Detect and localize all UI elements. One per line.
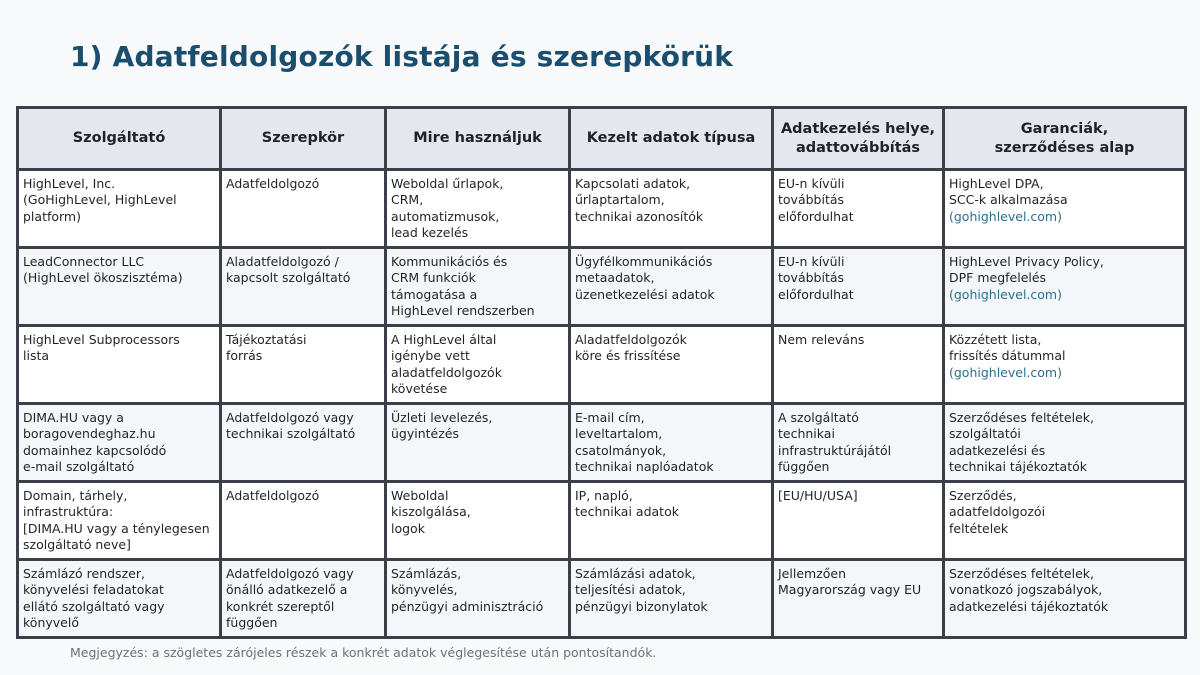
cell-text: Adatfeldolgozó bbox=[226, 176, 320, 191]
cell-data-types bbox=[570, 170, 773, 248]
cell-role bbox=[221, 482, 386, 560]
cell-text: Számlázás, könyvelés, pénzügyi adminisztráció bbox=[391, 566, 544, 614]
cell-data-types bbox=[570, 248, 773, 326]
processors-table bbox=[16, 106, 1187, 639]
cell-role bbox=[221, 404, 386, 482]
cell-text: LeadConnector LLC (HighLevel ökoszisztéma) bbox=[23, 254, 183, 286]
table-header-row bbox=[18, 108, 1186, 170]
cell-text: Weboldal kiszolgálása, logok bbox=[391, 488, 471, 536]
table-row bbox=[18, 404, 1186, 482]
cell-role bbox=[221, 560, 386, 638]
cell-text: EU-n kívüli továbbítás előfordulhat bbox=[778, 254, 854, 302]
cell-purpose bbox=[386, 170, 570, 248]
cell-provider bbox=[18, 404, 221, 482]
cell-text: DIMA.HU vagy a boragovendeghaz.hu domainhez kapcsolódó e-mail szolgáltató bbox=[23, 410, 167, 474]
cell-text: Kapcsolati adatok, űrlaptartalom, technikai azonosítók bbox=[575, 176, 704, 224]
cell-purpose bbox=[386, 482, 570, 560]
cell-text: Domain, tárhely, infrastruktúra: [DIMA.HU vagy a ténylegesen szolgáltató neve] bbox=[23, 488, 210, 552]
cell-text: Nem releváns bbox=[778, 332, 865, 347]
cell-purpose bbox=[386, 248, 570, 326]
source-link[interactable]: (gohighlevel.com) bbox=[949, 208, 1062, 224]
cell-text: HighLevel DPA, SCC-k alkalmazása bbox=[949, 176, 1068, 208]
page-title: 1) Adatfeldolgozók listája és szerepkörük bbox=[70, 40, 734, 73]
cell-text: Adatfeldolgozó vagy technikai szolgáltató bbox=[226, 410, 356, 442]
cell-text: Szerződéses feltételek, szolgáltatói adatkezelési és technikai tájékoztatók bbox=[949, 410, 1094, 474]
cell-guarantees bbox=[944, 248, 1186, 326]
column-header-guarantees: Garanciák, szerződéses alap bbox=[944, 108, 1186, 170]
cell-text: Számlázási adatok, teljesítési adatok, pénzügyi bizonylatok bbox=[575, 566, 708, 614]
cell-text: HighLevel, Inc. (GoHighLevel, HighLevel platform) bbox=[23, 176, 177, 224]
cell-location-transfer bbox=[773, 404, 944, 482]
cell-data-types bbox=[570, 404, 773, 482]
cell-text: Adatfeldolgozó vagy önálló adatkezelő a konkrét szereptől függően bbox=[226, 566, 354, 630]
cell-location-transfer bbox=[773, 326, 944, 404]
cell-location-transfer bbox=[773, 560, 944, 638]
column-header-provider: Szolgáltató bbox=[18, 108, 221, 170]
cell-text: Aladatfeldolgozók köre és frissítése bbox=[575, 332, 687, 364]
cell-provider bbox=[18, 326, 221, 404]
table-row bbox=[18, 170, 1186, 248]
cell-text: Számlázó rendszer, könyvelési feladatokat ellátó szolgáltató vagy könyvelő bbox=[23, 566, 165, 630]
cell-provider bbox=[18, 170, 221, 248]
cell-location-transfer bbox=[773, 248, 944, 326]
cell-guarantees bbox=[944, 482, 1186, 560]
cell-location-transfer bbox=[773, 482, 944, 560]
cell-guarantees bbox=[944, 326, 1186, 404]
cell-text: A szolgáltató technikai infrastruktúrájától függően bbox=[778, 410, 892, 474]
cell-text: Weboldal űrlapok, CRM, automatizmusok, lead kezelés bbox=[391, 176, 504, 240]
column-header-location-transfer: Adatkezelés helye, adattovábbítás bbox=[773, 108, 944, 170]
cell-text: Aladatfeldolgozó / kapcsolt szolgáltató bbox=[226, 254, 351, 286]
cell-text: Jellemzően Magyarország vagy EU bbox=[778, 566, 922, 598]
column-header-purpose: Mire használjuk bbox=[386, 108, 570, 170]
table-row bbox=[18, 482, 1186, 560]
cell-text: A HighLevel által igénybe vett aladatfeldolgozók követése bbox=[391, 332, 502, 396]
cell-provider bbox=[18, 560, 221, 638]
cell-guarantees bbox=[944, 404, 1186, 482]
source-link[interactable]: (gohighlevel.com) bbox=[949, 364, 1062, 380]
cell-purpose bbox=[386, 560, 570, 638]
cell-text: Kommunikációs és CRM funkciók támogatása a HighLevel rendszerben bbox=[391, 254, 535, 318]
cell-purpose bbox=[386, 326, 570, 404]
cell-text: EU-n kívüli továbbítás előfordulhat bbox=[778, 176, 854, 224]
cell-text: Ügyfélkommunikációs metaadatok, üzenetkezelési adatok bbox=[575, 254, 715, 302]
footer-note: Megjegyzés: a szögletes zárójeles részek a konkrét adatok véglegesítése után pontosítandók. bbox=[70, 645, 657, 660]
cell-text: HighLevel Privacy Policy, DPF megfelelés bbox=[949, 254, 1104, 286]
cell-role bbox=[221, 248, 386, 326]
cell-role bbox=[221, 326, 386, 404]
column-header-data-types: Kezelt adatok típusa bbox=[570, 108, 773, 170]
cell-data-types bbox=[570, 482, 773, 560]
cell-text: Üzleti levelezés, ügyintézés bbox=[391, 410, 493, 442]
cell-purpose bbox=[386, 404, 570, 482]
table-row bbox=[18, 326, 1186, 404]
table-row bbox=[18, 560, 1186, 638]
cell-provider bbox=[18, 248, 221, 326]
cell-text: Közzétett lista, frissítés dátummal bbox=[949, 332, 1066, 364]
cell-text: E-mail cím, leveltartalom, csatolmányok, technikai naplóadatok bbox=[575, 410, 714, 474]
cell-text: Szerződés, adatfeldolgozói feltételek bbox=[949, 488, 1046, 536]
source-link[interactable]: (gohighlevel.com) bbox=[949, 286, 1062, 302]
cell-text: Tájékoztatási forrás bbox=[226, 332, 307, 364]
table-row bbox=[18, 248, 1186, 326]
cell-text: Szerződéses feltételek, vonatkozó jogszabályok, adatkezelési tájékoztatók bbox=[949, 566, 1109, 614]
cell-role bbox=[221, 170, 386, 248]
cell-data-types bbox=[570, 560, 773, 638]
cell-text: HighLevel Subprocessors lista bbox=[23, 332, 180, 364]
cell-text: [EU/HU/USA] bbox=[778, 488, 858, 503]
cell-guarantees bbox=[944, 170, 1186, 248]
cell-data-types bbox=[570, 326, 773, 404]
cell-text: Adatfeldolgozó bbox=[226, 488, 320, 503]
cell-text: IP, napló, technikai adatok bbox=[575, 488, 679, 520]
cell-guarantees bbox=[944, 560, 1186, 638]
cell-location-transfer bbox=[773, 170, 944, 248]
column-header-role: Szerepkör bbox=[221, 108, 386, 170]
cell-provider bbox=[18, 482, 221, 560]
